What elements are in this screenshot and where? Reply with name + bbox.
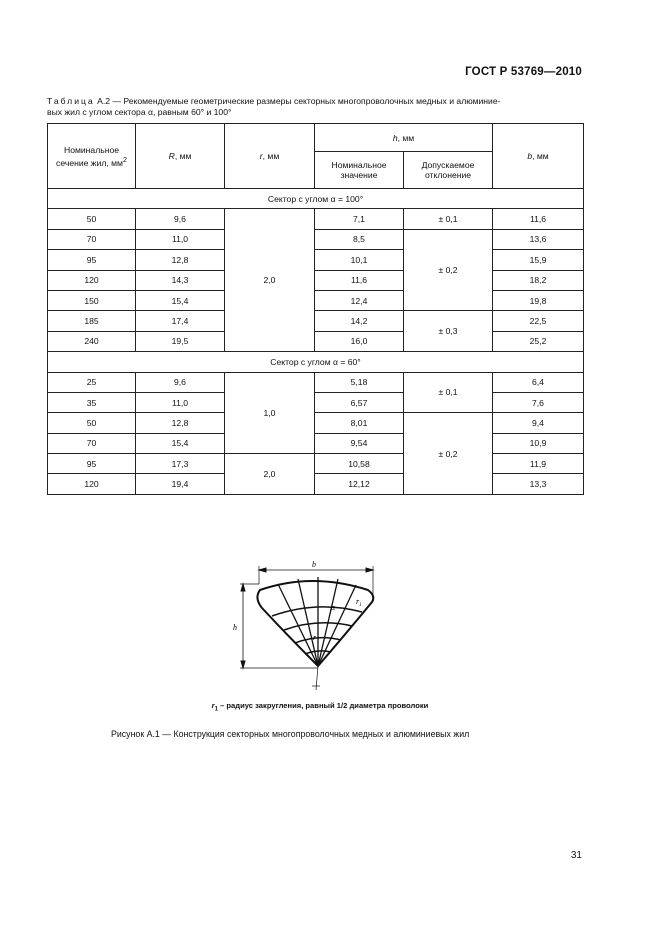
r-value: 1,0 — [225, 372, 315, 454]
label-r: r — [313, 633, 317, 642]
header-R: R, мм — [136, 124, 225, 189]
r-value: 2,0 — [225, 454, 315, 495]
table-row: 150 15,4 12,4 19,8 — [48, 290, 584, 310]
header-section: Номинальное сечение жил, $мм^2$ — [48, 124, 136, 189]
table-row: 25 9,6 1,0 5,18 ± 0,1 6,4 — [48, 372, 584, 392]
header-h-nominal: Номинальное значение — [315, 152, 404, 189]
table-caption — [47, 96, 583, 118]
arrow-b-right — [366, 568, 373, 572]
table-row: 50 12,8 8,01 ± 0,2 9,4 — [48, 413, 584, 433]
label-b: b — [312, 560, 316, 569]
dimensions-table — [47, 123, 584, 495]
table-row: 120 19,4 12,12 13,3 — [48, 474, 584, 494]
table-row: 70 15,4 9,54 10,9 — [48, 433, 584, 453]
header-h-tolerance: Допускаемое отклонение — [404, 152, 493, 189]
page-number: 31 — [570, 850, 582, 861]
arrow-h-bottom — [241, 661, 245, 668]
table-row: 185 17,4 14,2 ± 0,3 22,5 — [48, 311, 584, 331]
group-title-100: Сектор с углом α = 100° — [48, 189, 584, 209]
tolerance-cell: ± 0,1 — [404, 372, 493, 413]
table-row: 70 11,0 8,5 ± 0,2 13,6 — [48, 229, 584, 249]
label-h: h — [233, 623, 237, 632]
inner-arc-1 — [272, 607, 362, 616]
table-row: 95 17,3 2,0 10,58 11,9 — [48, 454, 584, 474]
label-r1: $r_1$ — [356, 597, 362, 608]
arrow-b-left — [259, 568, 266, 572]
caption-line1: — Рекомендуемые геометрические размеры секторных многопроволочных медных и алюминие- — [112, 96, 501, 106]
table-row: 240 19,5 16,0 25,2 — [48, 331, 584, 351]
header-r: r, мм — [225, 124, 315, 189]
figure-caption: Рисунок А.1 — Конструкция секторных многопроволочных медных и алюминиевых жил — [111, 729, 470, 739]
sector-conductor-figure — [232, 558, 402, 693]
arrow-h-top — [241, 584, 245, 591]
radial-1 — [278, 584, 318, 666]
table-row: 35 11,0 6,57 7,6 — [48, 392, 584, 412]
tolerance-cell: ± 0,2 — [404, 229, 493, 311]
standard-number: ГОСТ Р 53769—2010 — [465, 66, 582, 78]
figure-note: $r_1$ – радиус закругления, равный 1/2 диаметра проволоки — [211, 701, 429, 713]
table-row: 120 14,3 11,6 18,2 — [48, 270, 584, 290]
group-title-60: Сектор с углом α = 60° — [48, 352, 584, 372]
caption-number: А.2 — [97, 96, 110, 106]
center-axis — [316, 666, 318, 690]
label-alpha: α — [331, 603, 336, 612]
header-h: h, мм — [315, 124, 493, 152]
caption-label: Таблица — [47, 96, 95, 106]
table-row: 50 9,6 2,0 7,1 ± 0,1 11,6 — [48, 209, 584, 229]
header-b: b, мм — [493, 124, 584, 189]
tolerance-cell: ± 0,2 — [404, 413, 493, 495]
r-value: 2,0 — [225, 209, 315, 352]
tolerance-cell: ± 0,3 — [404, 311, 493, 352]
table-row: 95 12,8 10,1 15,9 — [48, 250, 584, 270]
caption-line2: вых жил с углом сектора α, равным 60° и 100° — [47, 107, 232, 117]
tolerance-cell: ± 0,1 — [404, 209, 493, 229]
